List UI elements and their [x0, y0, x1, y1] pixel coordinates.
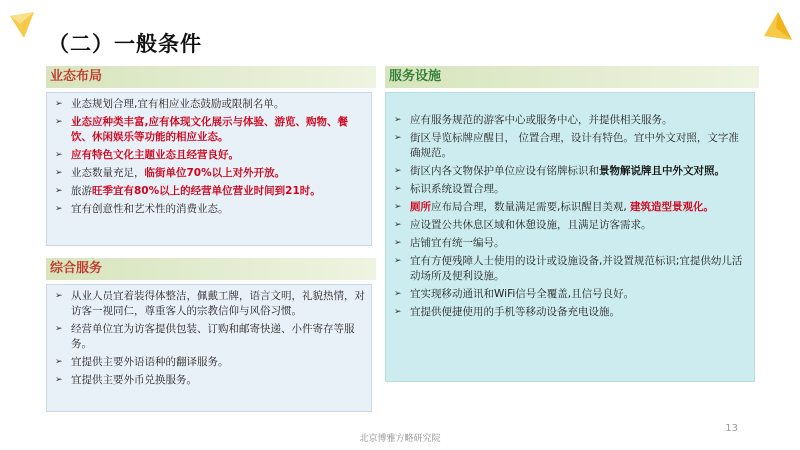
- list-item: [392, 218, 748, 233]
- list-item: [53, 322, 365, 352]
- list-item-text: 店铺宜有统一编号。: [410, 237, 505, 249]
- list-item-text: 临街单位70%以上对外开放。: [144, 167, 286, 179]
- page-title: （二）一般条件: [48, 32, 202, 56]
- footer-organization: 北京博雅方略研究院: [359, 434, 441, 444]
- list-item: [392, 287, 748, 302]
- bullet-arrow-icon: ➢: [55, 291, 63, 301]
- list-item-text: 应布局合理，数量满足需要,标识醒目美观,: [431, 201, 631, 213]
- section-heading-business-layout: 业态布局: [46, 66, 376, 88]
- list-item-text: 宜实现移动通讯和WiFi信号全覆盖,且信号良好。: [410, 288, 635, 300]
- list-item: [392, 254, 748, 284]
- bullet-arrow-icon: ➢: [55, 186, 63, 196]
- service-facilities-list: [392, 113, 748, 320]
- bullet-arrow-icon: ➢: [394, 133, 402, 143]
- list-item-text: 街区导览标牌应醒目， 位置合理，设计有特色。宜中外文对照，文字准确规范。: [410, 132, 739, 159]
- list-item-text: 业态规划合理,宜有相应业态鼓励或限制名单。: [71, 98, 285, 110]
- list-item: [53, 373, 365, 388]
- list-item-text: 厕所: [410, 201, 431, 213]
- list-item-text: 建筑造型景观化。: [630, 201, 715, 213]
- list-item-text: 街区内各文物保护单位应设有铭牌标识和: [410, 165, 599, 177]
- bullet-arrow-icon: ➢: [55, 375, 63, 385]
- list-item-text: 宜提供主要外币兑换服务。: [71, 374, 197, 386]
- bullet-arrow-icon: ➢: [394, 115, 402, 125]
- list-item-text: 景物解说牌且中外文对照。: [599, 165, 725, 177]
- bullet-arrow-icon: ➢: [394, 289, 402, 299]
- business-layout-panel: [46, 92, 372, 246]
- list-item: [392, 182, 748, 197]
- list-item: [392, 236, 748, 251]
- list-item-text: 业态数量充足，: [71, 167, 145, 179]
- page-number: 13: [725, 423, 738, 434]
- bullet-arrow-icon: ➢: [55, 204, 63, 214]
- bullet-arrow-icon: ➢: [55, 99, 63, 109]
- list-item: [392, 305, 748, 320]
- list-item-text: 应有服务规范的游客中心或服务中心，并提供相关服务。: [410, 114, 673, 126]
- list-item-text: 宜有方便残障人士使用的设计或设施设备,并设置规范标识;宜提供幼儿活动场所及便利设施。: [410, 255, 743, 282]
- list-item: [53, 184, 365, 199]
- section-heading-general-service: 综合服务: [46, 258, 376, 280]
- list-item: [392, 131, 748, 161]
- list-item-text: 经营单位宜为访客提供包装、订购和邮寄快递、小件寄存等服务。: [71, 323, 355, 350]
- list-item-text: 从业人员宜着装得体整洁，佩戴工牌，语言文明，礼貌热情，对访客一视同仁，尊重客人的宗教信仰与风俗习惯。: [71, 290, 365, 317]
- bullet-arrow-icon: ➢: [394, 256, 402, 266]
- list-item: [53, 97, 365, 112]
- bullet-arrow-icon: ➢: [394, 166, 402, 176]
- list-item: [53, 355, 365, 370]
- general-service-panel: [46, 284, 372, 412]
- bullet-arrow-icon: ➢: [55, 117, 63, 127]
- list-item-text: 标识系统设置合理。: [410, 183, 505, 195]
- bullet-arrow-icon: ➢: [394, 220, 402, 230]
- list-item-text: 应有特色文化主题业态且经营良好。: [71, 149, 239, 161]
- yellow-triangle-decoration-right: [762, 10, 794, 44]
- section-heading-service-facilities: 服务设施: [385, 66, 759, 88]
- list-item-text: 旺季宜有80%以上的经营单位营业时间到21时。: [92, 185, 321, 197]
- list-item: [53, 289, 365, 319]
- bullet-arrow-icon: ➢: [55, 168, 63, 178]
- bullet-arrow-icon: ➢: [394, 202, 402, 212]
- list-item-text: 旅游: [71, 185, 92, 197]
- business-layout-list: [53, 97, 365, 217]
- list-item-text: 业态应种类丰富,应有体现文化展示与体验、游览、购物、餐饮、休闲娱乐等功能的相应业态。: [71, 116, 348, 143]
- list-item: [392, 113, 748, 128]
- list-item: [53, 202, 365, 217]
- bullet-arrow-icon: ➢: [394, 238, 402, 248]
- list-item: [53, 115, 365, 145]
- list-item: [53, 148, 365, 163]
- list-item: [53, 166, 365, 181]
- list-item-text: 宜提供主要外语语种的翻译服务。: [71, 356, 229, 368]
- general-service-list: [53, 289, 365, 388]
- list-item: [392, 164, 748, 179]
- bullet-arrow-icon: ➢: [55, 357, 63, 367]
- list-item-text: 宜提供便捷使用的手机等移动设备充电设施。: [410, 306, 620, 318]
- bullet-arrow-icon: ➢: [55, 324, 63, 334]
- list-item: [392, 200, 748, 215]
- bullet-arrow-icon: ➢: [394, 184, 402, 194]
- list-item-text: 应设置公共休息区域和休憩设施，且满足访客需求。: [410, 219, 652, 231]
- bullet-arrow-icon: ➢: [394, 307, 402, 317]
- yellow-triangle-decoration-left: [6, 10, 38, 40]
- list-item-text: 宜有创意性和艺术性的消费业态。: [71, 203, 229, 215]
- bullet-arrow-icon: ➢: [55, 150, 63, 160]
- service-facilities-panel: [385, 92, 755, 382]
